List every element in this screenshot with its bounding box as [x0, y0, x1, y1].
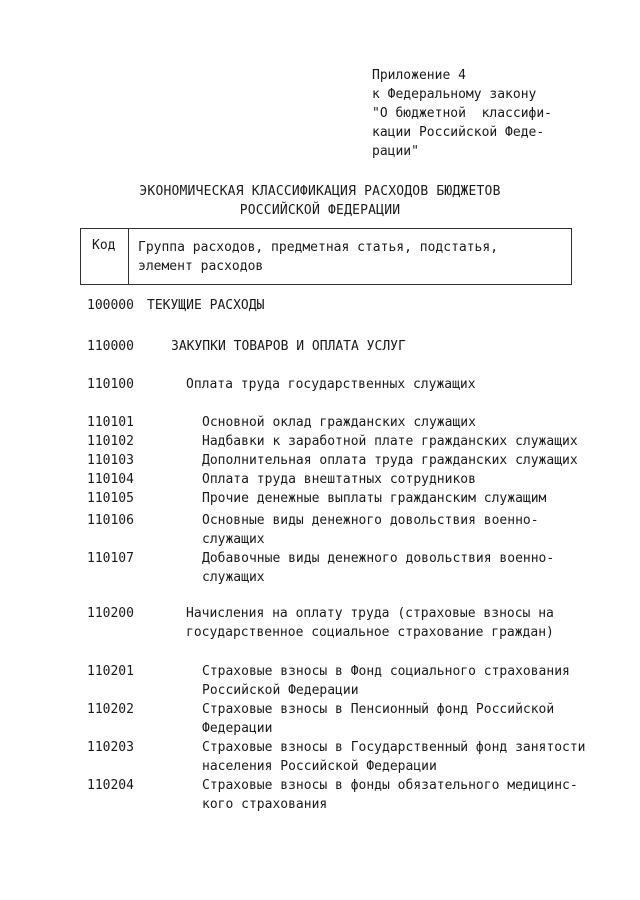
item-code: 100000 — [87, 298, 134, 313]
item-description — [202, 662, 570, 700]
item-description-line: ТЕКУЩИЕ РАСХОДЫ — [147, 298, 265, 313]
item-description — [171, 337, 406, 356]
item-code: 110200 — [87, 606, 134, 621]
item-description — [202, 549, 554, 587]
table-header-divider — [128, 228, 129, 285]
item-code: 110203 — [87, 740, 134, 755]
item-description-line: Российской Федерации — [202, 683, 359, 698]
annex-line: Приложение 4 — [372, 68, 466, 83]
item-description-line: Основные виды денежного довольствия военно- — [202, 513, 539, 528]
item-description — [202, 776, 578, 814]
table-header-right-border — [571, 228, 572, 285]
item-description — [186, 604, 554, 642]
item-description-line: Страховые взносы в Пенсионный фонд Российской — [202, 702, 555, 717]
table-header-bottom-border — [80, 284, 572, 285]
annex-line: "О бюджетной классифи- — [372, 106, 553, 121]
item-description-line: Прочие денежные выплаты гражданским служащим — [202, 491, 547, 506]
item-code: 110202 — [87, 702, 134, 717]
item-description-line: кого страхования — [202, 797, 328, 812]
item-description-line: населения Российской Федерации — [202, 759, 437, 774]
table-header-top-border — [80, 228, 572, 229]
item-description-line: Добавочные виды денежного довольствия военно- — [202, 551, 555, 566]
item-description-line: Дополнительная оплата труда гражданских служащих — [202, 453, 578, 468]
item-code: 110103 — [87, 453, 134, 468]
item-description — [202, 511, 539, 549]
item-code: 110201 — [87, 664, 134, 679]
item-code: 110106 — [87, 513, 134, 528]
item-code: 110105 — [87, 491, 134, 506]
annex-note — [372, 66, 612, 161]
item-description — [202, 432, 578, 451]
item-code: 110204 — [87, 778, 134, 793]
annex-line: к Федеральному закону — [372, 87, 537, 102]
item-code: 110102 — [87, 434, 134, 449]
title-line-1: ЭКОНОМИЧЕСКАЯ КЛАССИФИКАЦИЯ РАСХОДОВ БЮДЖЕТОВ — [139, 184, 501, 199]
item-description-line: Оплата труда государственных служащих — [186, 377, 476, 392]
item-code: 110107 — [87, 551, 134, 566]
table-header-left-border — [80, 228, 81, 285]
item-code: 110104 — [87, 472, 134, 487]
item-description-line: Федерации — [202, 721, 273, 736]
item-description — [202, 451, 578, 470]
item-description — [186, 375, 476, 394]
item-description-line: Страховые взносы в Фонд социального страхования — [202, 664, 570, 679]
annex-line: кации Российской Феде- — [372, 125, 545, 140]
item-description-line: ЗАКУПКИ ТОВАРОВ И ОПЛАТА УСЛУГ — [171, 339, 406, 354]
item-description — [202, 700, 554, 738]
item-description-line: Страховые взносы в Государственный фонд занятости — [202, 740, 586, 755]
item-code: 110100 — [87, 377, 134, 392]
item-code: 110101 — [87, 415, 134, 430]
item-description-line: Страховые взносы в фонды обязательного медицинс- — [202, 778, 578, 793]
item-description-line: служащих — [202, 532, 265, 547]
item-description-line: Надбавки к заработной плате гражданских служащих — [202, 434, 578, 449]
column-header-description — [138, 238, 498, 276]
column-header-description-line: Группа расходов, предметная статья, подстатья, — [138, 240, 499, 255]
annex-line: рации" — [372, 144, 419, 159]
column-header-code: Код — [92, 238, 116, 253]
document-title — [0, 182, 640, 220]
table-header — [80, 228, 572, 285]
item-description-line: Начисления на оплату труда (страховые взносы на — [186, 606, 554, 621]
item-description — [147, 296, 264, 315]
column-header-description-line: элемент расходов — [138, 259, 264, 274]
item-description-line: Оплата труда внештатных сотрудников — [202, 472, 476, 487]
item-code: 110000 — [87, 339, 134, 354]
item-description-line: государственное социальное страхование граждан) — [186, 625, 554, 640]
item-description — [202, 413, 476, 432]
item-description — [202, 489, 546, 508]
item-description-line: служащих — [202, 570, 265, 585]
item-description — [202, 738, 586, 776]
item-description-line: Основной оклад гражданских служащих — [202, 415, 476, 430]
item-description — [202, 470, 476, 489]
title-line-2: РОССИЙСКОЙ ФЕДЕРАЦИИ — [239, 203, 401, 218]
